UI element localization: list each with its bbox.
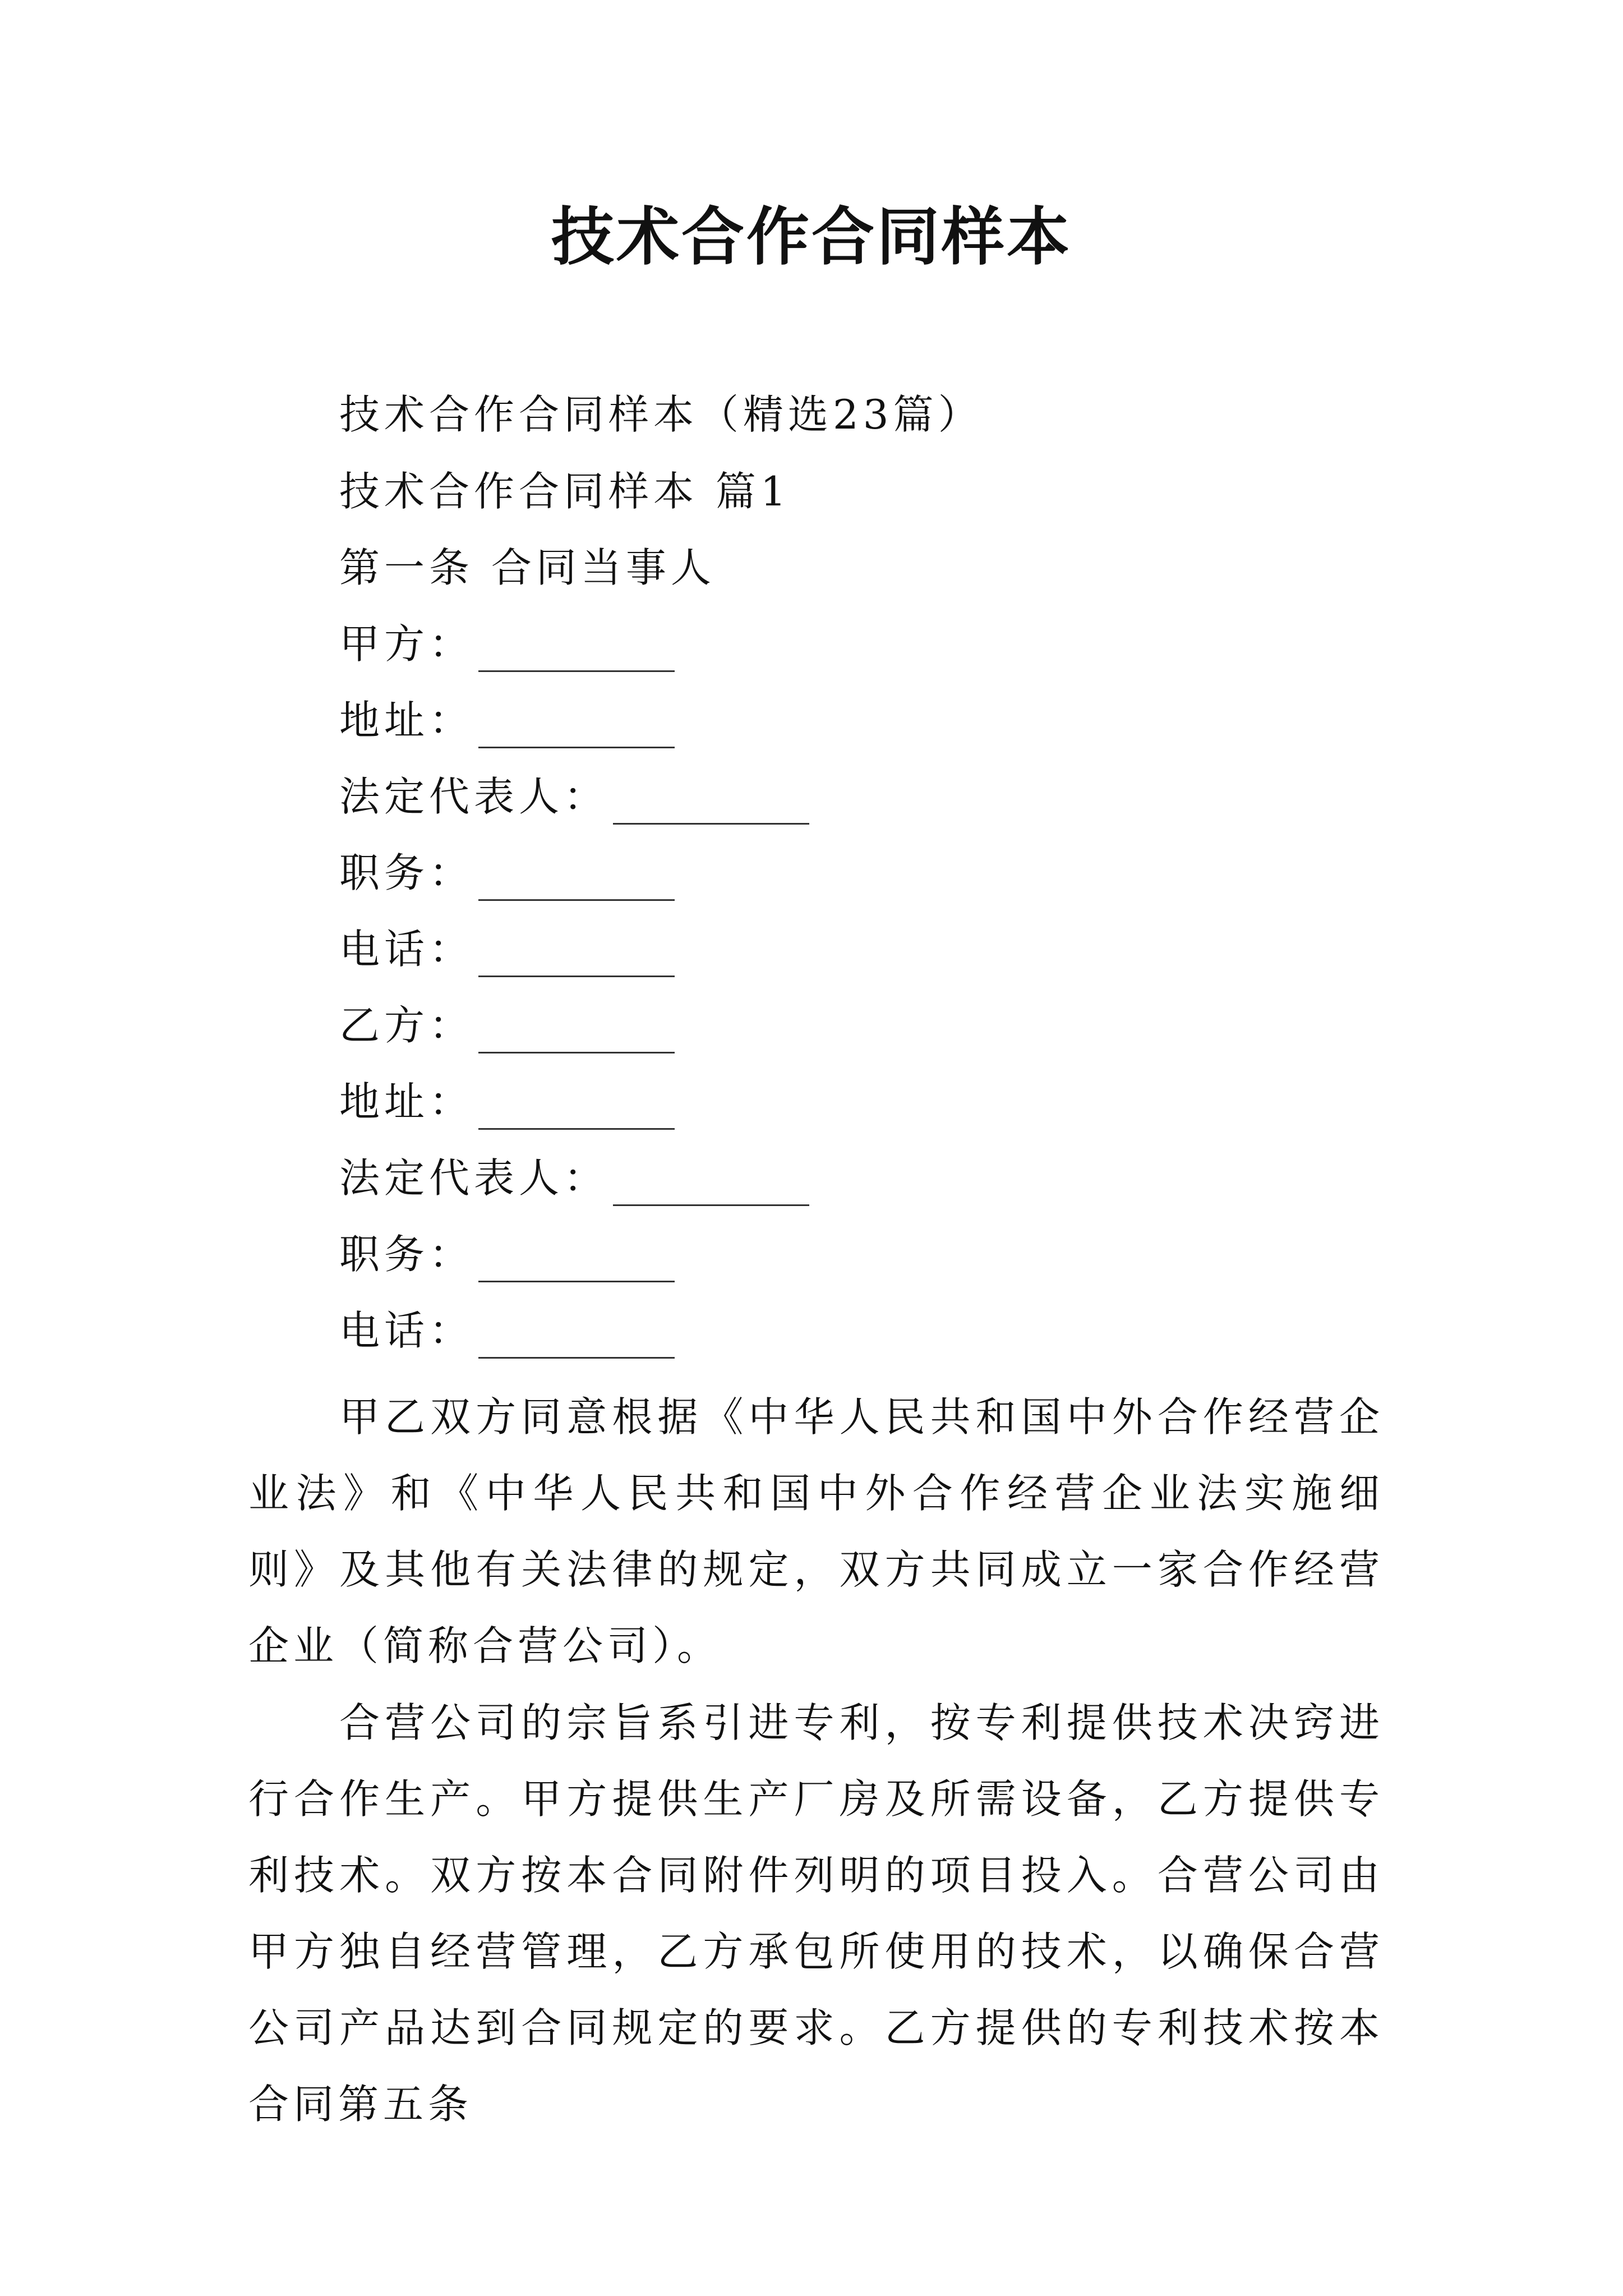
body-paragraph-2: 合营公司的宗旨系引进专利，按专利提供技术决窍进行合作生产。甲方提供生产厂房及所需设备，乙方提供专利技术。双方按本合同附件列明的项目投入。合营公司由甲方独自经营管理，乙方承包所使用的技术，以确保合营公司产品达到合同规定的要求。乙方提供的专利技术按本合同第五条 [248, 1699, 1384, 2128]
party-b-legal-rep-label: 法定代表人： [339, 1154, 609, 1202]
party-b-address-blank[interactable] [478, 1083, 675, 1130]
party-a-name-blank[interactable] [478, 625, 675, 672]
party-a-address-blank[interactable] [478, 702, 675, 748]
document-subtitle: 技术合作合同样本（精选23篇） [339, 391, 983, 438]
section-heading: 技术合作合同样本 篇1 [339, 468, 791, 515]
party-a-legal-rep-label: 法定代表人： [339, 773, 609, 820]
party-a-position-label: 职务： [339, 849, 474, 896]
article-heading: 第一条 合同当事人 [339, 544, 716, 591]
party-b-legal-rep-row [339, 1150, 809, 1206]
party-a-position-blank[interactable] [478, 854, 675, 901]
party-b-position-label: 职务： [339, 1231, 474, 1278]
party-a-address-row [339, 692, 675, 748]
party-b-legal-rep-blank[interactable] [613, 1159, 809, 1206]
party-a-legal-rep-row [339, 769, 809, 825]
party-b-phone-blank[interactable] [478, 1312, 675, 1359]
party-a-phone-label: 电话： [339, 926, 474, 973]
party-a-legal-rep-blank[interactable] [613, 778, 809, 825]
party-a-name-label: 甲方： [339, 620, 474, 668]
party-b-name-label: 乙方： [339, 1002, 474, 1049]
party-a-position-row [339, 845, 675, 901]
party-a-phone-row [339, 921, 675, 977]
party-b-address-row [339, 1074, 675, 1130]
party-b-phone-label: 电话： [339, 1307, 474, 1354]
party-a-phone-blank[interactable] [478, 931, 675, 977]
party-b-address-label: 地址： [339, 1078, 474, 1125]
party-b-position-row [339, 1226, 675, 1282]
party-b-phone-row [339, 1303, 675, 1359]
party-a-address-label: 地址： [339, 697, 474, 744]
party-b-position-blank[interactable] [478, 1236, 675, 1282]
party-b-name-blank[interactable] [478, 1007, 675, 1053]
body-paragraph-1: 甲乙双方同意根据《中华人民共和国中外合作经营企业法》和《中华人民共和国中外合作经营企业法实施细则》及其他有关法律的规定，双方共同成立一家合作经营企业（简称合营公司）。 [248, 1393, 1384, 1669]
party-b-name-row [339, 997, 675, 1053]
document-title: 技术合作合同样本 [551, 200, 1072, 274]
party-a-name-row [339, 616, 675, 672]
